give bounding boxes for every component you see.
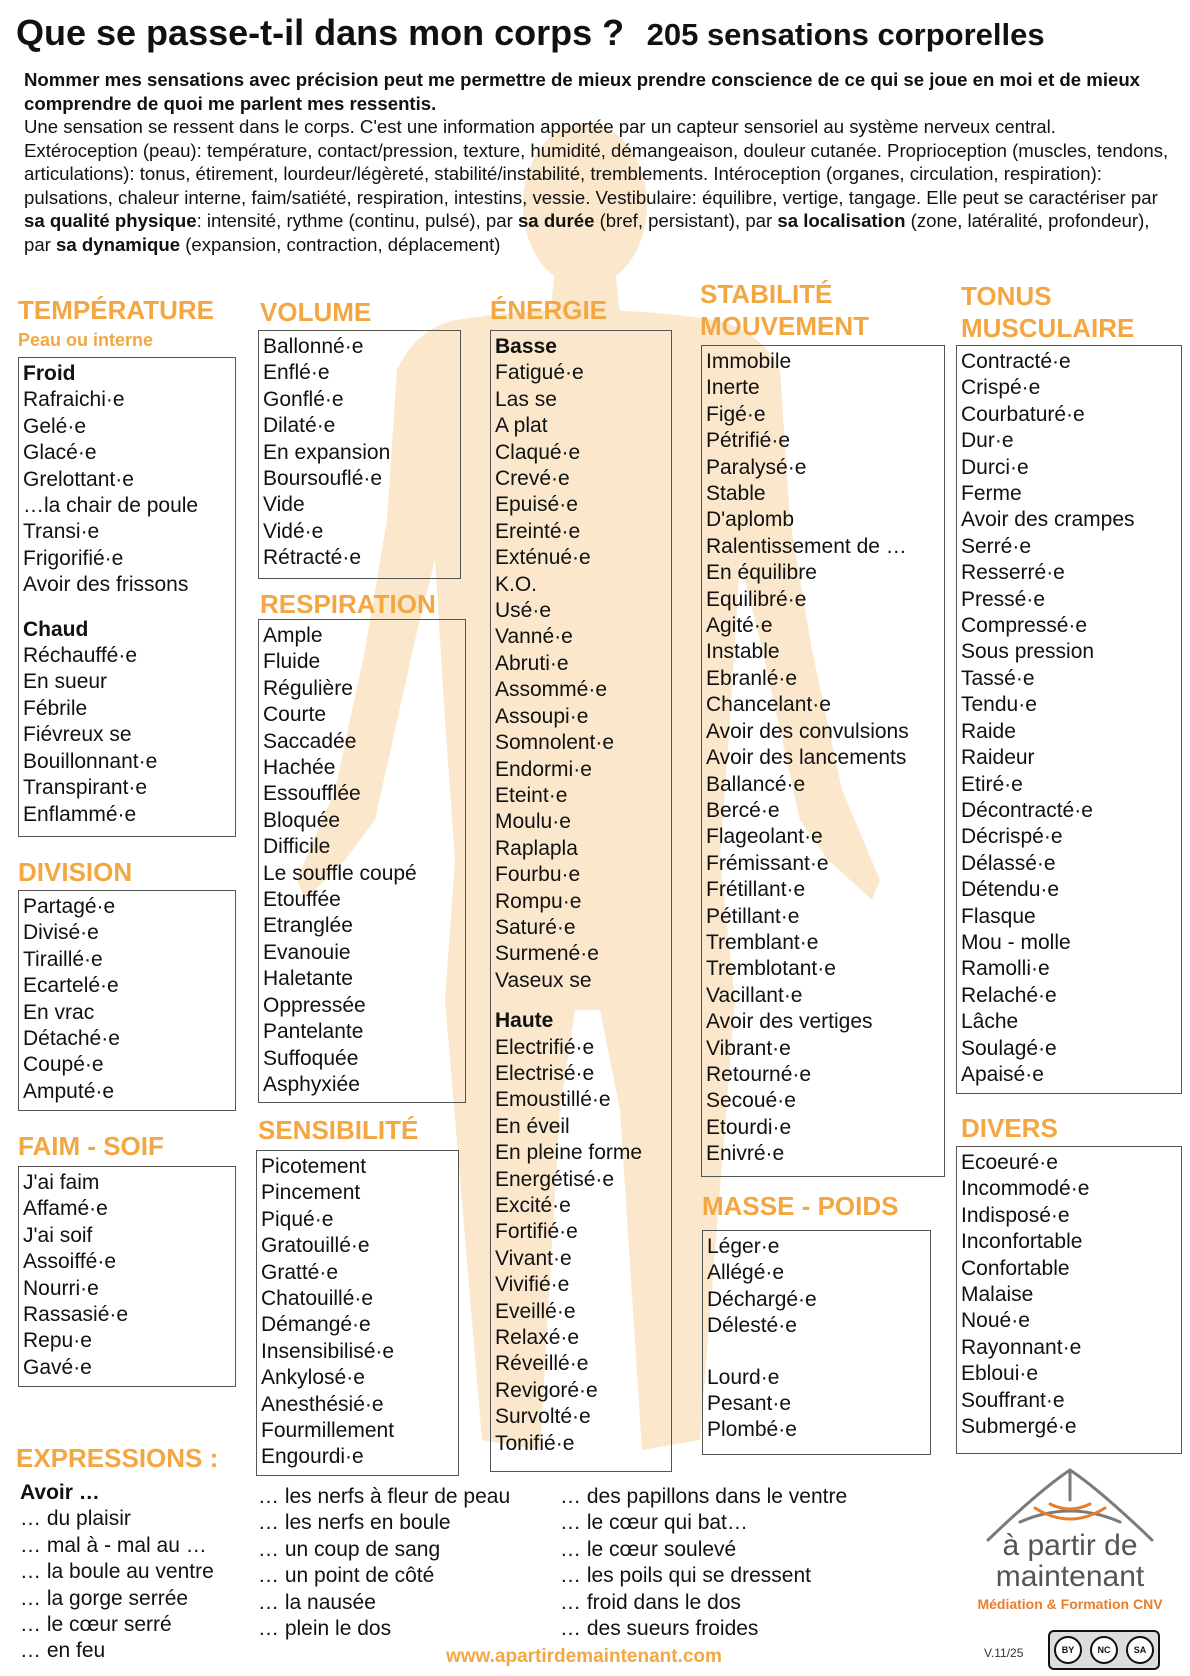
list-item: Décrispé·e xyxy=(961,825,1063,849)
list-item: Frigorifié·e xyxy=(23,546,124,570)
spacer xyxy=(23,599,231,617)
list-item: Vaseux se xyxy=(495,968,592,992)
list-item: Rétracté·e xyxy=(263,546,362,570)
list-item: Survolté·e xyxy=(495,1405,591,1429)
section-title-line: TONUS xyxy=(961,281,1052,311)
list-item: Assoupi·e xyxy=(495,704,589,728)
list-item: Pincement xyxy=(261,1181,361,1205)
list-item: A plat xyxy=(495,414,548,438)
list-item: Déchargé·e xyxy=(707,1287,817,1311)
list-item: … des papillons dans le ventre xyxy=(560,1485,848,1508)
division-items xyxy=(23,894,231,1105)
list-item: Régulière xyxy=(263,676,353,700)
intro-bold: sa dynamique xyxy=(56,233,181,255)
energie-high-items xyxy=(495,1035,667,1458)
list-item: … mal à - mal au … xyxy=(20,1533,207,1557)
list-group-label: Haute xyxy=(495,1009,554,1033)
list-item: Claqué·e xyxy=(495,440,581,464)
section-title-line: STABILITÉ xyxy=(700,279,833,309)
logo-text xyxy=(975,1530,1165,1592)
list-item: Ballancé·e xyxy=(706,772,806,796)
list-item: … les nerfs en boule xyxy=(258,1511,451,1535)
list-item: … un point de côté xyxy=(258,1564,435,1588)
license-icon: SA xyxy=(1126,1636,1154,1664)
list-item: … le cœur soulevé xyxy=(560,1537,737,1561)
list-item: Confortable xyxy=(961,1256,1070,1280)
temperature-list xyxy=(18,357,236,837)
intro-lead: Nommer mes sensations avec précision peut me permettre de mieux prendre conscience de ce qui se joue en moi et de mieux comprendre de quoi me parlent mes ressentis. xyxy=(24,69,1141,114)
list-item: Délesté·e xyxy=(707,1314,797,1338)
list-item: Suffoquée xyxy=(263,1046,359,1070)
list-item: Tremblotant·e xyxy=(706,957,836,981)
list-item: Inerte xyxy=(706,376,760,400)
list-item: Flageolant·e xyxy=(706,825,823,849)
list-item: Rompu·e xyxy=(495,889,582,913)
list-item: En équilibre xyxy=(706,561,817,585)
list-item: Chatouillé·e xyxy=(261,1287,374,1311)
list-item: Instable xyxy=(706,640,780,664)
list-item: Insensibilisé·e xyxy=(261,1339,395,1363)
list-item: Enflé·e xyxy=(263,361,330,385)
section-title-line: MOUVEMENT xyxy=(700,311,869,341)
list-item: Vibrant·e xyxy=(706,1036,791,1060)
list-item: Ample xyxy=(263,624,323,647)
license-icon: BY xyxy=(1054,1636,1082,1664)
list-item: Démangé·e xyxy=(261,1313,371,1337)
list-item: Etranglée xyxy=(263,914,353,938)
list-item: Crispé·e xyxy=(961,376,1041,400)
list-item: Gratouillé·e xyxy=(261,1234,370,1258)
section-subtitle-temperature: Peau ou interne xyxy=(18,330,154,350)
intro-part: Une sensation se ressent dans le corps. C'est une information apportée par un capteur sensoriel au système nerveux central. Extéroception (peau): température, contact/pression, texture, humidité, démangeaison, douleur cutanée. Proprioception (muscles, tendons, articulations): tonus, étirement, lourdeur/légèreté, stabilité/instabilité, tremblements. Intéroception (organes, circulation, respiration): pulsations, chaleur interne, faim/satiété, respiration, intestins, vessie. Vestibulaire: équilibre, vertige, tangage. Elle peut se caractériser par xyxy=(24,116,1169,208)
list-item: Submergé·e xyxy=(961,1415,1077,1439)
list-item: Courte xyxy=(263,703,327,727)
list-item: Oppressée xyxy=(263,993,366,1017)
expressions-col-3 xyxy=(560,1484,847,1642)
list-item: K.O. xyxy=(495,572,538,596)
list-item: Gelé·e xyxy=(23,414,87,438)
expressions-items xyxy=(20,1506,214,1664)
respiration-items xyxy=(263,623,461,1098)
intro-part: (bref, persistant), par xyxy=(594,210,778,231)
list-item: Ebranlé·e xyxy=(706,666,798,690)
list-item: … le cœur qui bat… xyxy=(560,1511,748,1535)
list-item: Rayonnant·e xyxy=(961,1335,1082,1359)
list-item: Compressé·e xyxy=(961,614,1088,638)
logo-subtitle: Médiation & Formation CNV xyxy=(977,1596,1163,1612)
list-item: Saccadée xyxy=(263,729,357,753)
expressions-col-2 xyxy=(258,1484,510,1642)
list-item: Tendu·e xyxy=(961,693,1037,717)
list-item: Frémissant·e xyxy=(706,851,829,875)
list-group-label: Froid xyxy=(23,362,76,385)
list-item: Transi·e xyxy=(23,520,100,544)
intro-part: (expansion, contraction, déplacement) xyxy=(180,233,501,255)
list-item: … des sueurs froides xyxy=(560,1617,759,1641)
list-item: Ferme xyxy=(961,482,1022,506)
list-item: Picotement xyxy=(261,1155,367,1178)
list-item: Détaché·e xyxy=(23,1027,120,1051)
section-title-stabilite xyxy=(700,278,869,342)
section-title-division: DIVISION xyxy=(18,857,133,887)
list-item: Bloquée xyxy=(263,808,341,832)
list-item: Ramolli·e xyxy=(961,957,1050,981)
stabilite-items xyxy=(706,349,940,1168)
section-title-temperature: TEMPÉRATURE xyxy=(18,295,214,325)
section-title-tonus xyxy=(961,280,1134,344)
website-link[interactable]: www.apartirdemaintenant.com xyxy=(446,1646,722,1667)
list-item: Serré·e xyxy=(961,534,1032,558)
list-item: Coupé·e xyxy=(23,1053,104,1077)
list-item: Hachée xyxy=(263,756,336,780)
list-item: Malaise xyxy=(961,1283,1034,1307)
list-item: En éveil xyxy=(495,1114,570,1138)
intro-paragraph xyxy=(24,115,1174,256)
list-item: … du plaisir xyxy=(20,1507,131,1531)
sensibilite-items xyxy=(261,1154,454,1471)
temperature-cold-items xyxy=(23,387,231,598)
list-item: Le souffle coupé xyxy=(263,861,417,885)
list-item: Divisé·e xyxy=(23,921,99,945)
list-item: Réchauffé·e xyxy=(23,644,138,668)
list-item: Immobile xyxy=(706,350,792,373)
list-item: Crevé·e xyxy=(495,467,570,491)
list-item: Enflammé·e xyxy=(23,802,137,826)
list-item: Vacillant·e xyxy=(706,983,803,1007)
section-title-faim-soif: FAIM - SOIF xyxy=(18,1131,164,1161)
list-item: Engourdi·e xyxy=(261,1445,364,1469)
page-title xyxy=(16,12,1181,54)
list-item: Inconfortable xyxy=(961,1230,1083,1254)
list-item: Agité·e xyxy=(706,614,773,638)
list-item: Avoir des frissons xyxy=(23,573,189,597)
list-item: Etouffée xyxy=(263,888,341,912)
list-group-label: Basse xyxy=(495,335,557,358)
title-text: Que se passe-t-il dans mon corps ? xyxy=(16,12,625,53)
energie-list xyxy=(490,330,672,1472)
list-item: Pétillant·e xyxy=(706,904,800,928)
list-item: Pressé·e xyxy=(961,587,1046,611)
section-title-sensibilite: SENSIBILITÉ xyxy=(258,1115,419,1145)
tonus-items xyxy=(961,349,1177,1088)
stabilite-list xyxy=(701,345,945,1177)
list-item: Pesant·e xyxy=(707,1392,792,1416)
list-item: Plombé·e xyxy=(707,1418,797,1442)
list-item: Affamé·e xyxy=(23,1197,108,1221)
license-icon: NC xyxy=(1090,1636,1118,1664)
list-item: Rafraichi·e xyxy=(23,388,125,412)
section-title-expressions: EXPRESSIONS : xyxy=(16,1443,219,1473)
masse-poids-list xyxy=(702,1230,931,1455)
list-item: Avoir des crampes xyxy=(961,508,1135,532)
expressions-items xyxy=(258,1484,510,1642)
list-item: Gratté·e xyxy=(261,1260,339,1284)
list-item: Essoufflée xyxy=(263,782,361,806)
list-item: Assoiffé·e xyxy=(23,1250,116,1274)
faim-soif-list xyxy=(18,1166,236,1387)
list-item: Fiévreux se xyxy=(23,723,132,747)
license-badge xyxy=(1048,1630,1160,1670)
list-item: Paralysé·e xyxy=(706,455,807,479)
spacer xyxy=(707,1340,926,1365)
list-item: Eteint·e xyxy=(495,783,568,807)
list-item: D'aplomb xyxy=(706,508,795,532)
expressions-col-1 xyxy=(20,1480,214,1665)
list-item: Délassé·e xyxy=(961,851,1056,875)
list-item: Vide xyxy=(263,493,305,517)
list-item: Mou - molle xyxy=(961,930,1071,954)
energie-low-items xyxy=(495,360,667,994)
list-item: Asphyxiée xyxy=(263,1072,360,1096)
faim-soif-items xyxy=(23,1170,231,1381)
list-item: Allégé·e xyxy=(707,1261,785,1285)
list-item: Repu·e xyxy=(23,1329,92,1353)
list-item: Equilibré·e xyxy=(706,587,807,611)
list-item: Détendu·e xyxy=(961,878,1060,902)
list-item: Revigoré·e xyxy=(495,1378,598,1402)
list-item: Lâche xyxy=(961,1010,1019,1034)
list-item: Frétillant·e xyxy=(706,878,806,902)
list-item: Ecoeuré·e xyxy=(961,1151,1058,1174)
list-item: Contracté·e xyxy=(961,350,1071,373)
divers-items xyxy=(961,1150,1177,1440)
list-item: … froid dans le dos xyxy=(560,1590,741,1614)
list-item: Relaché·e xyxy=(961,983,1057,1007)
list-item: … la gorge serrée xyxy=(20,1586,189,1610)
intro-text xyxy=(24,68,1174,256)
list-item: Grelottant·e xyxy=(23,467,134,491)
list-item: Etiré·e xyxy=(961,772,1023,796)
list-item: Gonflé·e xyxy=(263,387,344,411)
list-item: Haletante xyxy=(263,967,353,991)
list-item: Partagé·e xyxy=(23,895,116,918)
list-item: Dur·e xyxy=(961,429,1014,453)
list-item: Difficile xyxy=(263,835,331,859)
section-title-line: MUSCULAIRE xyxy=(961,313,1135,343)
list-item: Rassasié·e xyxy=(23,1303,129,1327)
list-item: Amputé·e xyxy=(23,1079,115,1103)
list-item: … les poils qui se dressent xyxy=(560,1564,811,1588)
intro-part: : intensité, rythme (continu, pulsé), par xyxy=(196,210,518,231)
section-title-masse-poids: MASSE - POIDS xyxy=(702,1191,899,1221)
list-item: Courbaturé·e xyxy=(961,402,1085,426)
list-item: Somnolent·e xyxy=(495,731,615,755)
intro-part: (zone, latéralité, profondeur), par xyxy=(24,210,1150,255)
logo-line-1: à partir de xyxy=(1002,1529,1138,1562)
list-item: Avoir des lancements xyxy=(706,746,907,770)
list-item: Bouillonnant·e xyxy=(23,749,158,773)
list-item: … la nausée xyxy=(258,1590,376,1614)
list-item: … plein le dos xyxy=(258,1617,392,1641)
list-item: Electrifié·e xyxy=(495,1035,595,1059)
list-item: Pantelante xyxy=(263,1020,364,1044)
list-item: Abruti·e xyxy=(495,651,569,675)
list-item: Ballonné·e xyxy=(263,335,364,358)
list-item: Evanouie xyxy=(263,940,351,964)
list-item: En pleine forme xyxy=(495,1141,643,1165)
list-item: Piqué·e xyxy=(261,1207,334,1231)
list-item: Exténué·e xyxy=(495,546,591,570)
list-item: Saturé·e xyxy=(495,915,576,939)
list-item: Ebloui·e xyxy=(961,1362,1039,1386)
list-item: Souffrant·e xyxy=(961,1388,1065,1412)
section-title-divers: DIVERS xyxy=(961,1113,1058,1143)
list-item: Fébrile xyxy=(23,696,88,720)
list-item: Moulu·e xyxy=(495,810,571,834)
list-item: Vidé·e xyxy=(263,519,324,543)
list-item: … la boule au ventre xyxy=(20,1560,214,1584)
list-item: Secoué·e xyxy=(706,1089,796,1113)
list-item: Eveillé·e xyxy=(495,1299,576,1323)
list-item: Ankylosé·e xyxy=(261,1366,365,1390)
divers-list xyxy=(956,1146,1182,1454)
list-item: Durci·e xyxy=(961,455,1029,479)
masse-light-items xyxy=(707,1234,926,1340)
list-item: Tiraillé·e xyxy=(23,947,103,971)
list-item: Relaxé·e xyxy=(495,1326,580,1350)
list-item: Avoir des vertiges xyxy=(706,1010,873,1034)
list-item: Chancelant·e xyxy=(706,693,831,717)
list-item: … en feu xyxy=(20,1639,106,1663)
list-item: Bercé·e xyxy=(706,798,780,822)
list-item: Epuisé·e xyxy=(495,493,578,517)
intro-bold: sa localisation xyxy=(777,210,906,231)
list-item: Vivant·e xyxy=(495,1246,572,1270)
list-item: Gavé·e xyxy=(23,1355,92,1379)
list-item: J'ai soif xyxy=(23,1223,93,1247)
list-item: Tremblant·e xyxy=(706,930,819,954)
list-item: Noué·e xyxy=(961,1309,1030,1333)
list-item: Apaisé·e xyxy=(961,1062,1044,1086)
division-list xyxy=(18,890,236,1111)
list-item: Glacé·e xyxy=(23,441,97,465)
volume-items xyxy=(263,334,456,572)
list-item: En expansion xyxy=(263,440,391,464)
list-item: Endormi·e xyxy=(495,757,592,781)
list-item: Ralentissement de … xyxy=(706,534,907,558)
list-item: Excité·e xyxy=(495,1194,571,1217)
list-item: …la chair de poule xyxy=(23,494,199,518)
list-item: Stable xyxy=(706,482,766,506)
list-item: Usé·e xyxy=(495,599,552,623)
list-item: Resserré·e xyxy=(961,561,1065,585)
intro-bold: sa durée xyxy=(517,210,595,231)
expressions-lead: Avoir … xyxy=(20,1481,100,1504)
masse-heavy-items xyxy=(707,1365,926,1444)
list-item: Tassé·e xyxy=(961,666,1035,690)
list-item: Ereinté·e xyxy=(495,519,581,543)
list-item: Enivré·e xyxy=(706,1142,785,1166)
volume-list xyxy=(258,330,461,579)
section-title-respiration: RESPIRATION xyxy=(260,589,436,619)
list-item: Pétrifié·e xyxy=(706,429,791,453)
list-item: Vanné·e xyxy=(495,625,573,649)
list-item: Fortifié·e xyxy=(495,1220,578,1244)
expressions-items xyxy=(560,1484,847,1642)
list-item: Vivifié·e xyxy=(495,1273,570,1297)
section-title-energie: ÉNERGIE xyxy=(490,295,608,325)
list-item: Raplapla xyxy=(495,836,578,860)
list-item: Flasque xyxy=(961,904,1036,928)
list-item: En sueur xyxy=(23,670,108,694)
list-item: Incommodé·e xyxy=(961,1177,1090,1201)
list-item: Fourbu·e xyxy=(495,863,581,887)
intro-bold: sa qualité physique xyxy=(24,210,197,231)
list-item: … les nerfs à fleur de peau xyxy=(258,1485,511,1508)
list-item: Etourdi·e xyxy=(706,1115,792,1139)
respiration-list xyxy=(258,619,466,1103)
list-item: Lourd·e xyxy=(707,1365,780,1389)
list-item: Las se xyxy=(495,387,557,411)
list-item: Avoir des convulsions xyxy=(706,719,909,743)
section-title-volume: VOLUME xyxy=(260,297,372,327)
list-item: Léger·e xyxy=(707,1235,780,1258)
list-item: Fourmillement xyxy=(261,1419,395,1443)
list-item: En vrac xyxy=(23,1000,95,1024)
list-item: Décontracté·e xyxy=(961,798,1093,822)
list-item: Dilaté·e xyxy=(263,414,336,438)
spacer xyxy=(495,994,667,1008)
list-item: … un coup de sang xyxy=(258,1537,441,1561)
list-item: Surmené·e xyxy=(495,942,599,966)
list-item: Raide xyxy=(961,719,1016,743)
list-item: Indisposé·e xyxy=(961,1203,1070,1227)
sensibilite-list xyxy=(256,1150,459,1476)
list-item: Emoustillé·e xyxy=(495,1088,611,1112)
tonus-list xyxy=(956,345,1182,1094)
list-item: Ecartelé·e xyxy=(23,974,119,998)
list-item: Transpirant·e xyxy=(23,776,148,800)
logo-line-2: maintenant xyxy=(995,1560,1145,1593)
list-item: Tonifié·e xyxy=(495,1431,575,1455)
list-item: … le cœur serré xyxy=(20,1613,172,1637)
list-item: Fluide xyxy=(263,650,321,674)
list-item: Assommé·e xyxy=(495,678,608,702)
temperature-hot-items xyxy=(23,643,231,828)
title-count: 205 sensations corporelles xyxy=(646,17,1045,52)
list-item: Boursouflé·e xyxy=(263,467,383,491)
list-item: Raideur xyxy=(961,746,1035,770)
list-item: Energétisé·e xyxy=(495,1167,615,1191)
list-item: Nourri·e xyxy=(23,1276,99,1300)
list-item: Fatigué·e xyxy=(495,361,584,385)
list-group-label: Chaud xyxy=(23,617,89,641)
version-label: V.11/25 xyxy=(984,1646,1024,1660)
list-item: Réveillé·e xyxy=(495,1352,589,1376)
list-item: Retourné·e xyxy=(706,1062,812,1086)
list-item: Soulagé·e xyxy=(961,1036,1057,1060)
list-item: Electrisé·e xyxy=(495,1061,595,1085)
list-item: Figé·e xyxy=(706,402,766,426)
list-item: Sous pression xyxy=(961,640,1095,664)
list-item: Anesthésié·e xyxy=(261,1392,384,1416)
list-item: J'ai faim xyxy=(23,1171,100,1194)
